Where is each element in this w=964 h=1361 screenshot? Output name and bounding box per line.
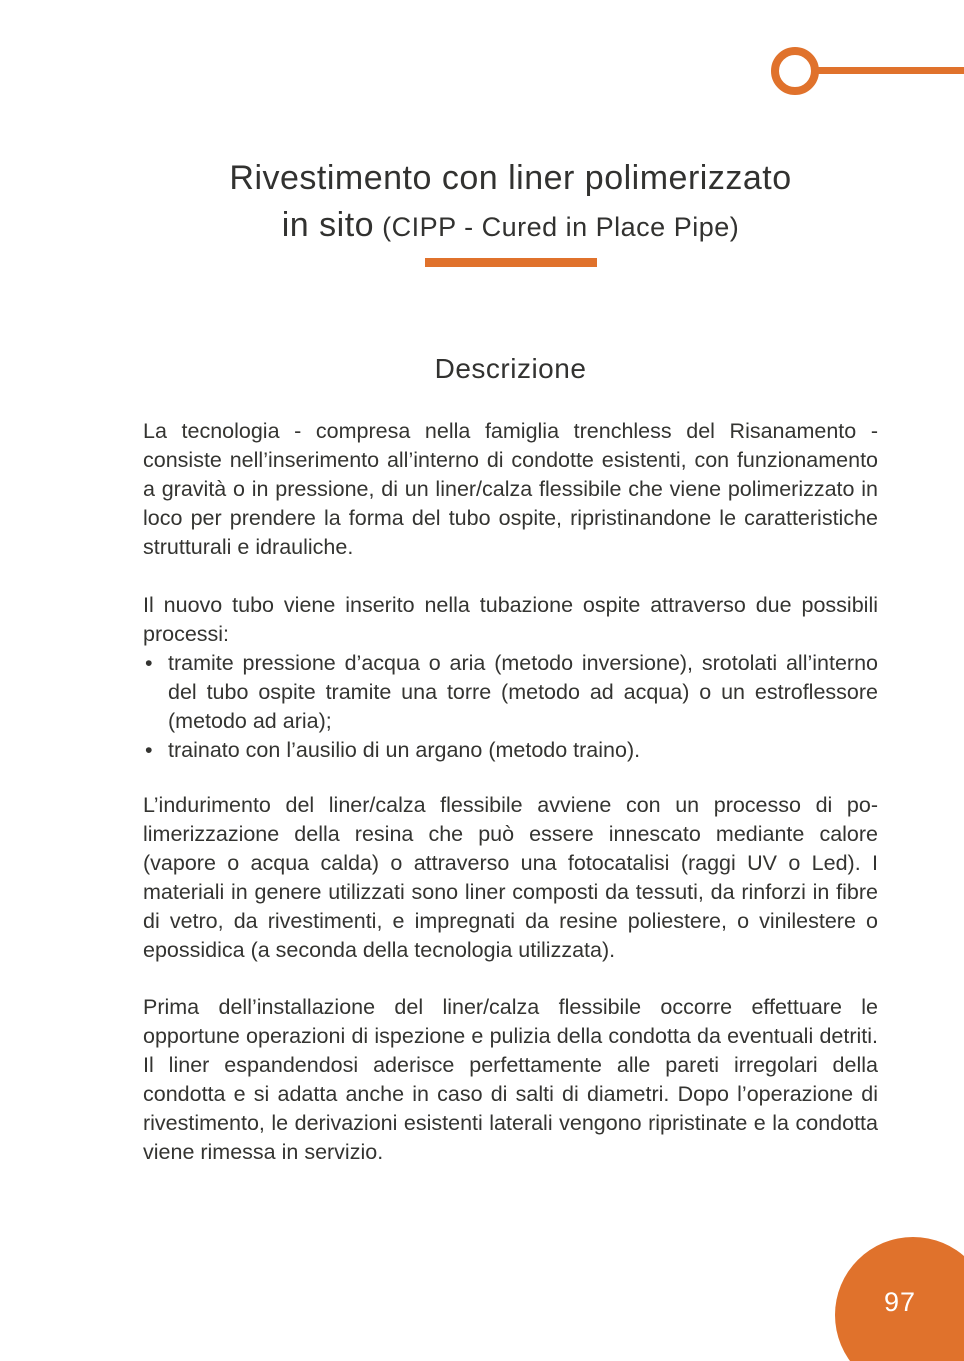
title-line-2-subtitle: (CIPP - Cured in Place Pipe) [382,212,740,242]
section-heading: Descrizione [434,353,587,384]
ring-icon [771,47,819,95]
title-line-2 [143,202,878,251]
bullet-list [143,649,878,765]
title-line-1: Rivestimento con liner polimerizzato [229,159,792,197]
title-line-2-main: in sito [281,206,375,244]
paragraph: Prima dell’installazione del liner/calza flessibile occorre effettuare le opportune operazioni di ispezione e pulizia della condotta da eventuali detriti. Il liner espandendosi aderisce perfettamente alle pareti irregolari della condotta e si adatta anche in caso di salti di diametri. Dopo l’operazione di rivestimento, le derivazioni esistenti laterali vengono ripristinate e la condotta viene rimessa in servizio. [143,995,878,1164]
paragraph: Il nuovo tubo viene inserito nella tubazione ospite attraverso due possibili processi: [143,593,878,646]
list-item: • trainato con l’ausilio di un argano (metodo traino). [143,736,878,765]
title-underline [425,258,597,267]
page-title [143,155,878,251]
paragraph: L’indurimento del liner/calza flessibile avviene con un processo di polimerizzazione della resina che può essere innescato mediante calore (vapore o acqua calda) o attraverso una fotocatalisi (raggi UV o Led). I materiali in genere utilizzati sono liner composti da tessuti, da rinforzi in fibre di vetro, da rivestimenti, e impregnati da resine poliestere, o vinilestere o epossidica (a seconda della tecnologia utilizzata). [143,793,878,962]
page-number-badge [835,1237,964,1361]
list-item: • tramite pressione d’acqua o aria (metodo inversione), srotolati all’interno del tubo ospite tramite una torre (metodo ad acqua) o un estroflessore (metodo ad aria); [143,649,878,736]
header-rule [817,67,964,74]
page-number: 97 [883,1287,917,1317]
paragraph: La tecnologia - compresa nella famiglia trenchless del Risanamento - consiste nell’inserimento all’interno di condotte esistenti, con funzionamento a gravità o in pressione, di un liner/calza flessibile che viene polimerizzato in loco per prendere la forma del tubo ospite, ripristinandone le caratteristiche strutturali e idrauliche. [143,419,878,559]
